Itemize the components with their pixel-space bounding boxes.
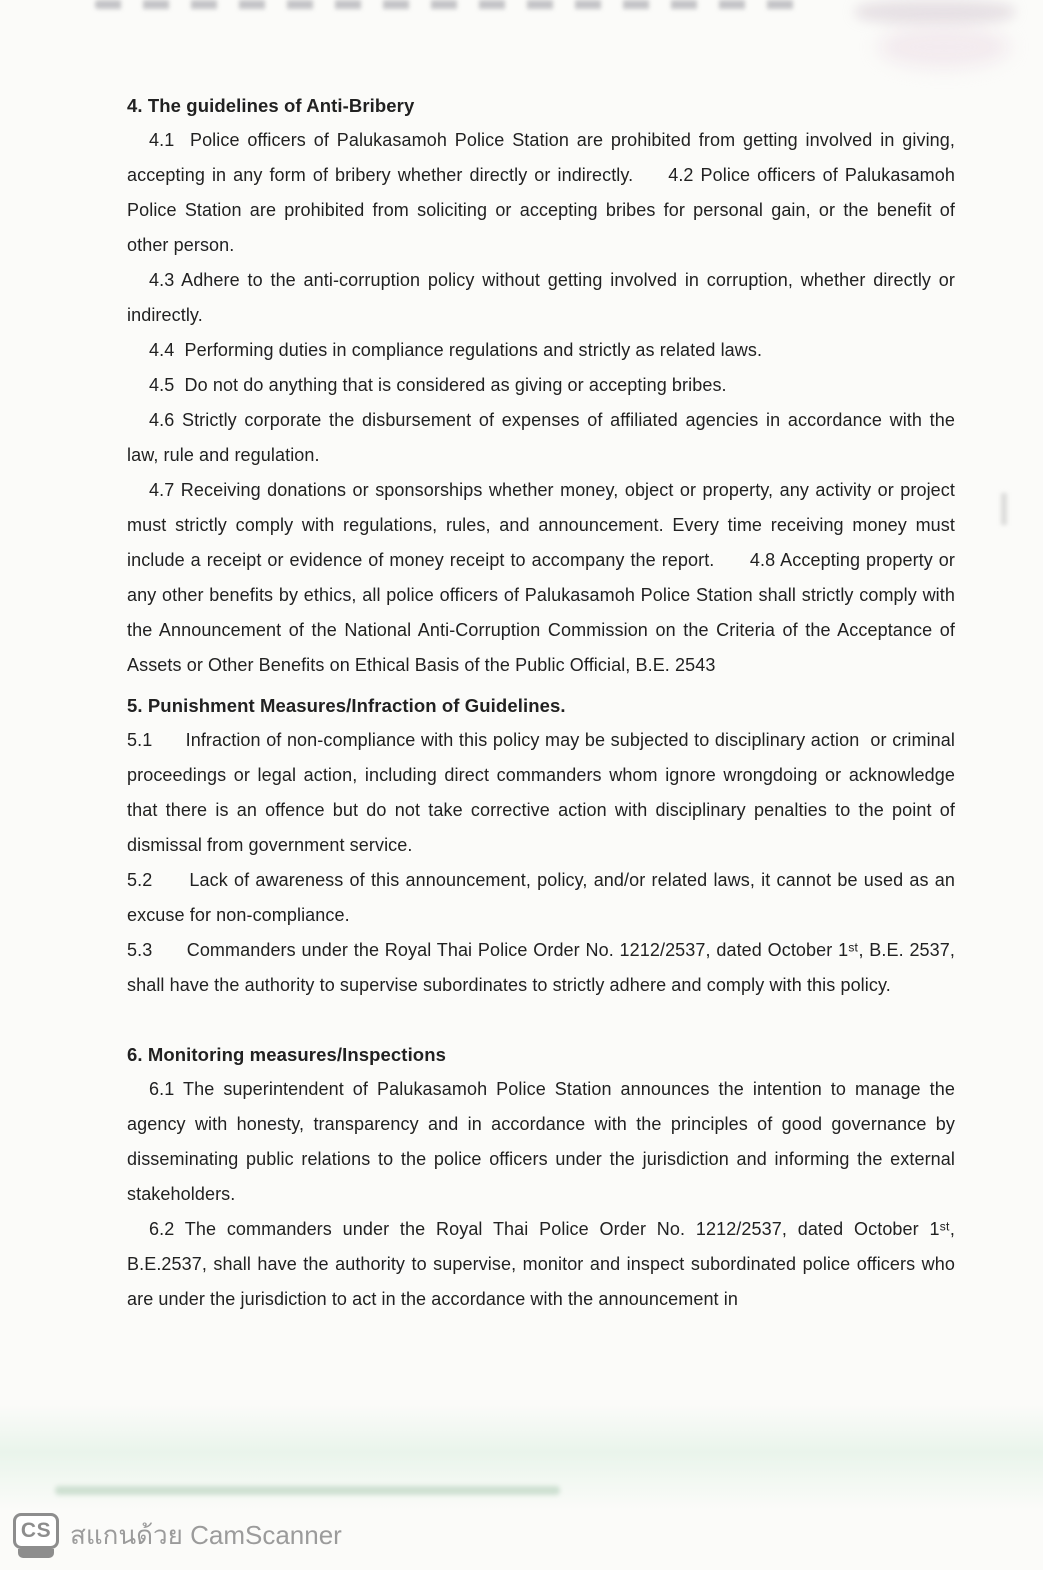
paragraph-5-3: 5.3 Commanders under the Royal Thai Police Order No. 1212/2537, dated October 1ˢᵗ, B.E. 2537, shall have the authority to supervise subordinates to strictly adhere and comply with this policy. [127,940,955,995]
document-body [127,88,955,1317]
paragraph-5-2: 5.2 Lack of awareness of this announcement, policy, and/or related laws, it cannot be used as an excuse for non-compliance. [127,870,955,925]
paragraph-4-4: 4.4 Performing duties in compliance regulations and strictly as related laws. [149,340,763,360]
section-5-heading: 5. Punishment Measures/Infraction of Guidelines. [127,695,566,716]
paragraph-6-1: 6.1 The superintendent of Palukasamoh Police Station announces the intention to manage the agency with honesty, transparency and in accordance with the principles of good governance by disseminating public relations to the police officers under the jurisdiction and informing the external stakeholders. [127,1079,955,1204]
scan-artifact-faint-text [55,1486,560,1495]
paragraph-4-1-4-2: 4.1 Police officers of Palukasamoh Police Station are prohibited from getting involved in giving, accepting in any form of bribery whether directly or indirectly. 4.2 Police officers of Palukasamoh Police Station are prohibited from soliciting or accepting bribes for personal gain, or the benefit of other person. [127,130,955,255]
paragraph-5-1: 5.1 Infraction of non-compliance with this policy may be subjected to disciplinary action or criminal proceedings or legal action, including direct commanders whom ignore wrongdoing or acknowledge that there is an offence but do not take corrective action with disciplinary penalties to the point of dismissal from government service. [127,730,955,855]
camscanner-logo-icon [13,1513,59,1559]
section-4-heading: 4. The guidelines of Anti-Bribery [127,95,415,116]
paragraph-4-6: 4.6 Strictly corporate the disbursement of expenses of affiliated agencies in accordance with the law, rule and regulation. [127,410,955,465]
cs-badge-tab [18,1549,54,1558]
camscanner-watermark [13,1513,342,1559]
section-6-heading: 6. Monitoring measures/Inspections [127,1044,446,1065]
paragraph-4-5: 4.5 Do not do anything that is considered as giving or accepting bribes. [149,375,727,395]
scan-artifact-pink-smudge [878,26,1010,68]
paragraph-4-3: 4.3 Adhere to the anti-corruption policy without getting involved in corruption, whether directly or indirectly. [127,270,955,325]
paragraph-6-2: 6.2 The commanders under the Royal Thai Police Order No. 1212/2537, dated October 1ˢᵗ, B.E.2537, shall have the authority to supervise, monitor and inspect subordinated police officers who are under the jurisdiction to act in the accordance with the announcement in [127,1219,955,1309]
scan-artifact-top-edge [95,0,795,9]
scan-artifact-top-right [855,0,1015,24]
watermark-text: สแกนด้วย CamScanner [70,1520,342,1550]
scan-artifact-right-mark [1001,493,1007,525]
cs-badge-box: CS [13,1513,59,1549]
paragraph-4-7-4-8: 4.7 Receiving donations or sponsorships whether money, object or property, any activity or project must strictly comply with regulations, rules, and announcement. Every time receiving money must include a receipt or evidence of money receipt to accompany the report. 4.8 Accepting property or any other benefits by ethics, all police officers of Palukasamoh Police Station shall strictly comply with the Announcement of the National Anti-Corruption Commission on the Criteria of the Acceptance of Assets or Other Benefits on Ethical Basis of the Public Official, B.E. 2543 [127,480,955,675]
